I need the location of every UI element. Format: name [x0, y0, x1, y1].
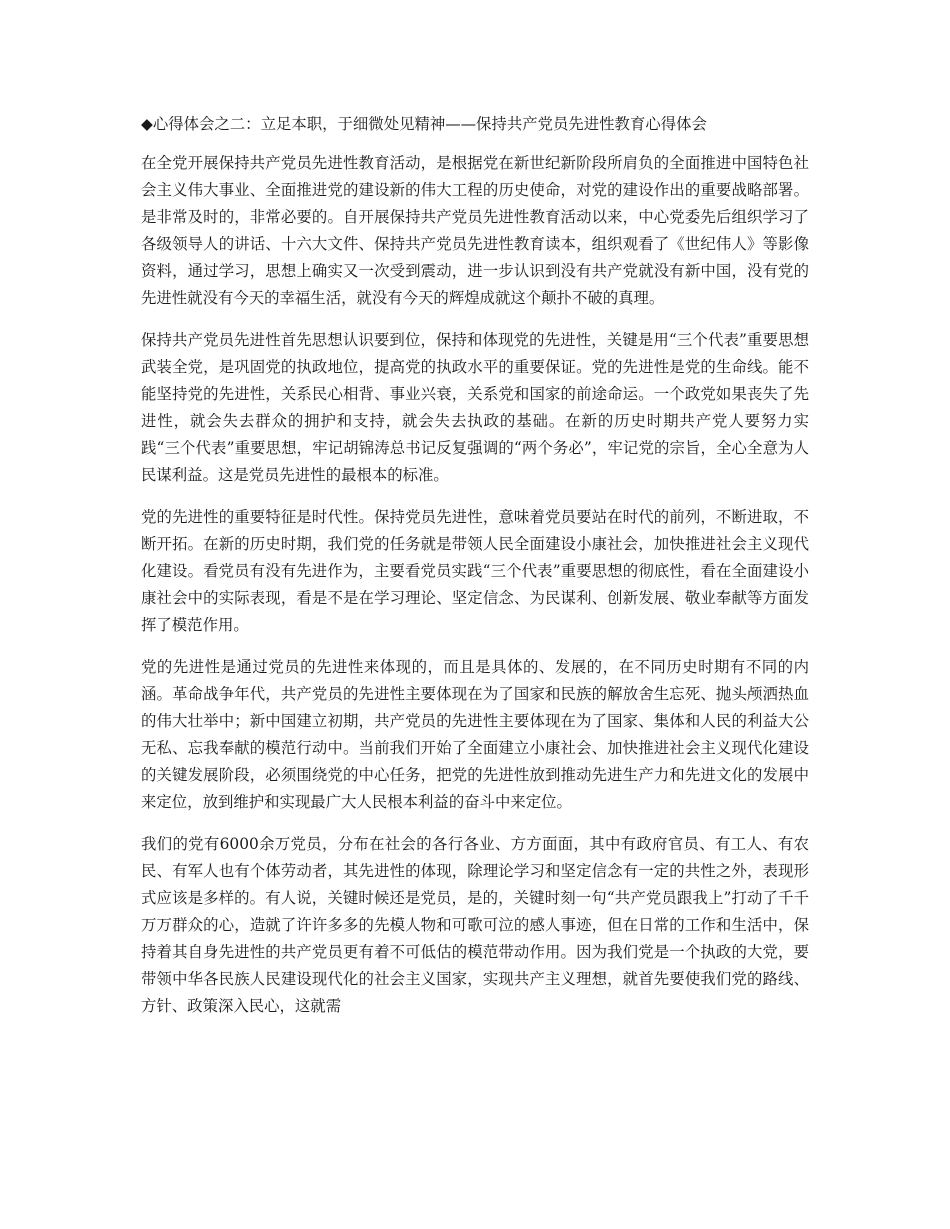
- paragraph-1: 在全党开展保持共产党员先进性教育活动，是根据党在新世纪新阶段所肩负的全面推进中国特色社会主义伟大事业、全面推进党的建设新的伟大工程的历史使命，对党的建设作出的重要战略部署。是非常及时的，非常必要的。自开展保持共产党员先进性教育活动以来，中心党委先后组织学习了各级领导人的讲话、十六大文件、保持共产党员先进性教育读本，组织观看了《世纪伟人》等影像资料，通过学习，思想上确实又一次受到震动，进一步认识到没有共产党就没有新中国，没有党的先进性就没有今天的幸福生活，就没有今天的辉煌成就这个颠扑不破的真理。: [141, 154, 809, 307]
- document-title: ◆心得体会之二：立足本职，于细微处见精神——保持共产党员先进性教育心得体会: [141, 115, 707, 133]
- paragraph-3: 党的先进性的重要特征是时代性。保持党员先进性，意味着党员要站在时代的前列，不断进取，不断开拓。在新的历史时期，我们党的任务就是带领人民全面建设小康社会，加快推进社会主义现代化建设。看党员有没有先进作为，主要看党员实践“三个代表”重要思想的彻底性，看在全面建设小康社会中的实际表现，看是不是在学习理论、坚定信念、为民谋利、创新发展、敬业奉献等方面发挥了模范作用。: [141, 508, 809, 634]
- paragraph-4: 党的先进性是通过党员的先进性来体现的，而且是具体的、发展的，在不同历史时期有不同的内涵。革命战争年代，共产党员的先进性主要体现在为了国家和民族的解放舍生忘死、抛头颅洒热血的伟大壮举中；新中国建立初期，共产党员的先进性主要体现在为了国家、集体和人民的利益大公无私、忘我奉献的模范行动中。当前我们开始了全面建立小康社会、加快推进社会主义现代化建设的关键发展阶段，必须围绕党的中心任务，把党的先进性放到推动先进生产力和先进文化的发展中来定位，放到维护和实现最广大人民根本利益的奋斗中来定位。: [141, 658, 809, 811]
- paragraph-2: 保持共产党员先进性首先思想认识要到位，保持和体现党的先进性，关键是用“三个代表”重要思想武装全党，是巩固党的执政地位，提高党的执政水平的重要保证。党的先进性是党的生命线。能不能坚持党的先进性，关系民心相背、事业兴衰，关系党和国家的前途命运。一个政党如果丧失了先进性，就会失去群众的拥护和支持，就会失去执政的基础。在新的历史时期共产党人要努力实践“三个代表”重要思想，牢记胡锦涛总书记反复强调的“两个务必”，牢记党的宗旨，全心全意为人民谋利益。这是党员先进性的最根本的标准。: [141, 331, 809, 484]
- paragraph-5: 我们的党有6000余万党员，分布在社会的各行各业、方方面面，其中有政府官员、有工人、有农民、有军人也有个体劳动者，其先进性的体现，除理论学习和坚定信念有一定的共性之外，表现形式应该是多样的。有人说，关键时候还是党员，是的，关键时刻一句“共产党员跟我上”打动了千千万万群众的心，造就了许许多多的先模人物和可歌可泣的感人事迹，但在日常的工作和生活中，保持着其自身先进性的共产党员更有着不可低估的模范带动作用。因为我们党是一个执政的大党，要带领中华各民族人民建设现代化的社会主义国家，实现共产主义理想，就首先要使我们党的路线、方针、政策深入民心，这就需: [141, 835, 809, 1015]
- document-page: [141, 112, 809, 1035]
